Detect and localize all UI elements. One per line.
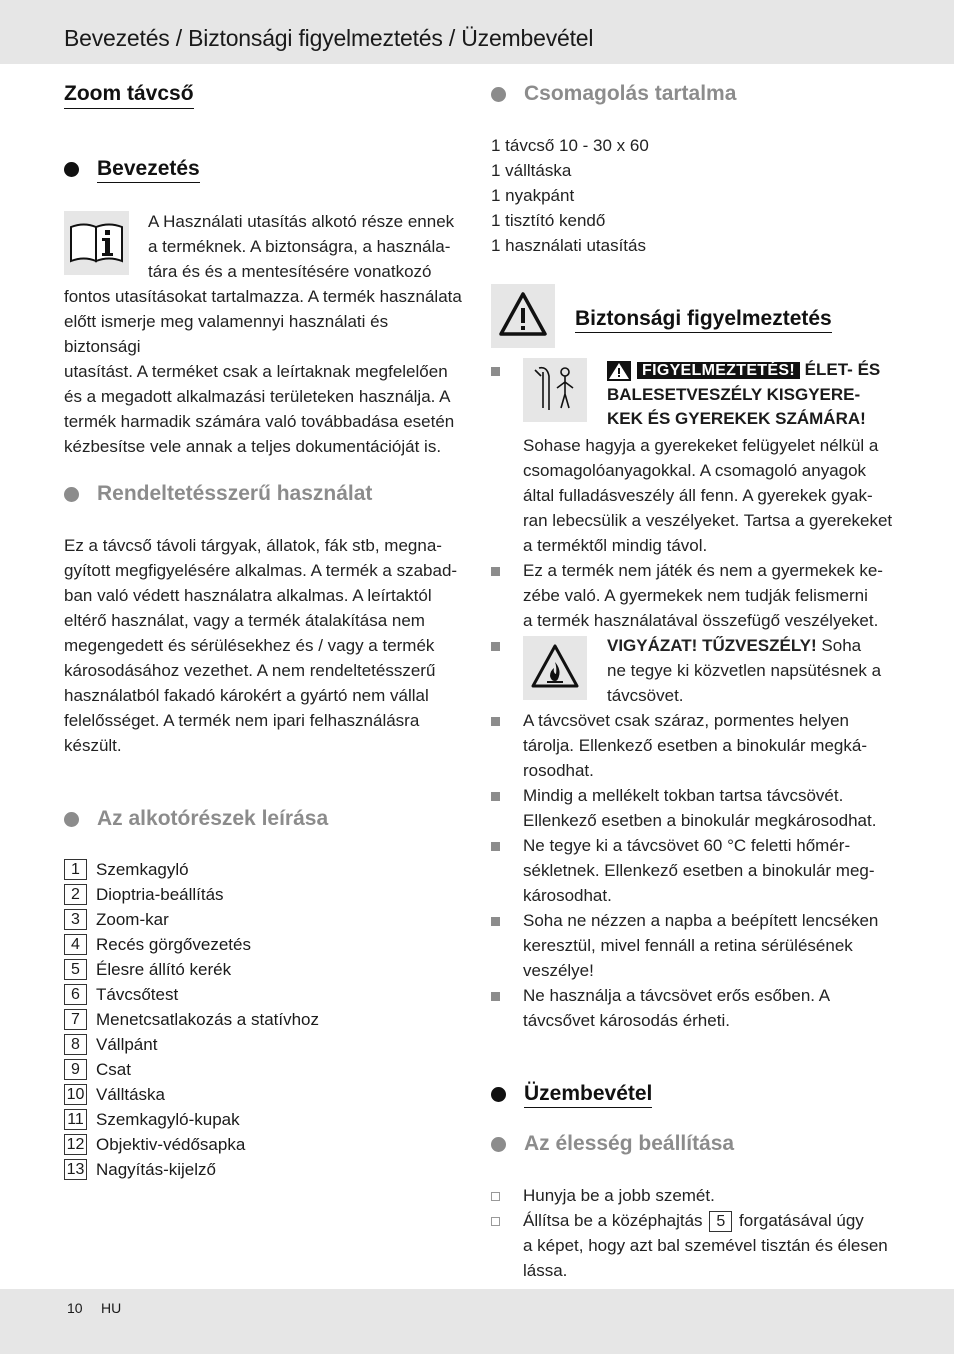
bullet-square-icon [491, 992, 500, 1001]
step-1-text: Hunyja be a jobb szemét. [523, 1186, 715, 1205]
page-footer [0, 1289, 954, 1354]
list-item: 13 Nagyítás-kijelző [64, 1157, 319, 1182]
fire-hazard-icon [523, 636, 587, 700]
toy-warning-text: Ez a termék nem játék és nem a gyermekek ke- zébe való. A gyermekek nem tudják felismerni a termék használatával összefügő veszélyeket. [523, 561, 883, 630]
intended-use-paragraph: Ez a távcső távoli tárgyak, állatok, fák stb, megna- gyított megfigyelésére alkalmas. A termék a szabad- ban való védett használatra alkalmas. A leírtaktól eltérő használat, vagy a termék átalakítása nem megengedett és sérülésekhez és / vagy a termék károsodásához vezethet. A nem rendeltetésszerű használatból fakadó károkért a gyártó nem vállal felelősséget. A termék nem ipari felhasználásra készült. [64, 536, 458, 755]
bullet-dot-icon [491, 87, 506, 102]
warning-children-heading: FIGYELMEZTETÉS! ÉLET- ÉS BALESETVESZÉLY KISGYERE- KEK ÉS GYEREKEK SZÁMÁRA! [607, 360, 881, 428]
list-item: 8 Vállpánt [64, 1032, 319, 1057]
language-code: HU [101, 1300, 122, 1316]
intended-use-heading: Rendeltetésszerű használat [64, 481, 372, 507]
list-item: 4 Recés görgővezetés [64, 932, 319, 957]
parts-heading: Az alkotórészek leírása [64, 806, 328, 832]
list-item: 1 Szemkagyló [64, 857, 319, 882]
bullet-square-icon [491, 717, 500, 726]
intro-first-paragraph: A Használati utasítás alkotó része ennek a terméknek. A biztonságra, a használa- tára és és a mentesítésére vonatkozó [148, 212, 455, 281]
child-hazard-icon [523, 358, 587, 422]
page-number: 10 [67, 1300, 83, 1316]
list-item: 1 használati utasítás [491, 236, 646, 255]
main-title: Zoom távcső [64, 81, 194, 109]
list-item: 2 Dioptria-beállítás [64, 882, 319, 907]
warning-triangle-icon [607, 361, 631, 381]
bullet-square-icon [491, 917, 500, 926]
bullet-square-icon [491, 792, 500, 801]
bag-warning-text: Mindig a mellékelt tokban tartsa távcsövét. Ellenkező esetben a binokulár megkárosodhat. [523, 786, 877, 830]
list-item: 5 Élesre állító kerék [64, 957, 319, 982]
list-item: 7 Menetcsatlakozás a statívhoz [64, 1007, 319, 1032]
package-contents-list [491, 133, 649, 258]
warning-children-text: Sohase hagyja a gyerekeket felügyelet nélkül a csomagolóanyagokkal. A csomagoló anyagok által fulladásveszély áll fenn. A gyerekek gyak- ran lebecsülik a veszélyeket. Tartsa a gyerekeket a terméktől mindig távol. [523, 436, 893, 555]
info-book-icon [64, 211, 129, 275]
intro-rest-paragraph: fontos utasításokat tartalmazza. A termék használata előtt ismerje meg valamennyi használati és biztonsági utasítást. A terméket csak a leírtaknak megfelelően és a megadott alkalmazási területeken használja. A termék harmadik számára való továbbadása esetén kézbesítse vele annak a teljes dokumentációját is. [64, 287, 462, 456]
bullet-dot-icon [491, 1087, 506, 1102]
step-2-text: Állítsa be a középhajtás 5 forgatásával úgy a képet, hogy azt bal szemével tisztán és élesen lássa. [523, 1211, 888, 1280]
step-checkbox-icon [491, 1217, 500, 1226]
list-item: 9 Csat [64, 1057, 319, 1082]
focus-heading: Az élesség beállítása [491, 1131, 734, 1157]
warning-badge: FIGYELMEZTETÉS! [637, 362, 800, 379]
step-checkbox-icon [491, 1192, 500, 1201]
list-item: 11 Szemkagyló-kupak [64, 1107, 319, 1132]
bullet-square-icon [491, 367, 500, 376]
list-item: 12 Objektiv-védősapka [64, 1132, 319, 1157]
rain-warning-text: Ne használja a távcsövet erős esőben. A távcsővet károsodás érheti. [523, 986, 831, 1030]
intro-heading: Bevezetés [64, 156, 200, 183]
list-item: 1 tisztító kendő [491, 211, 606, 230]
package-heading: Csomagolás tartalma [491, 81, 736, 107]
list-item: 1 távcső 10 - 30 x 60 [491, 136, 649, 155]
safety-heading: Biztonsági figyelmeztetés [575, 306, 832, 333]
bullet-dot-icon [64, 812, 79, 827]
list-item: 1 válltáska [491, 161, 572, 180]
warning-triangle-icon [491, 284, 555, 348]
fire-warning-text: VIGYÁZAT! TŰZVESZÉLY! Soha ne tegye ki közvetlen napsütésnek a távcsövet. [607, 636, 882, 705]
bullet-square-icon [491, 642, 500, 651]
bullet-dot-icon [64, 162, 79, 177]
parts-list [64, 857, 319, 1182]
bullet-dot-icon [491, 1137, 506, 1152]
list-item: 10 Válltáska [64, 1082, 319, 1107]
sun-warning-text: Soha ne nézzen a napba a beépített lencséken keresztül, mivel fennáll a retina sérülésének veszélye! [523, 911, 879, 980]
list-item: 1 nyakpánt [491, 186, 575, 205]
page-title: Bevezetés / Biztonsági figyelmeztetés / Üzembevétel [64, 25, 594, 51]
list-item: 6 Távcsőtest [64, 982, 319, 1007]
setup-heading: Üzembevétel [491, 1081, 652, 1108]
bullet-dot-icon [64, 487, 79, 502]
storage-warning-text: A távcsövet csak száraz, pormentes helyen tárolja. Ellenkező esetben a binokulár megká- rosodhat. [523, 711, 867, 780]
bullet-square-icon [491, 567, 500, 576]
part-ref-badge: 5 [709, 1211, 732, 1232]
temperature-warning-text: Ne tegye ki a távcsövet 60 °C feletti hőmér- sékletnek. Ellenkező esetben a binokulár meg- károsodhat. [523, 836, 875, 905]
bullet-square-icon [491, 842, 500, 851]
list-item: 3 Zoom-kar [64, 907, 319, 932]
